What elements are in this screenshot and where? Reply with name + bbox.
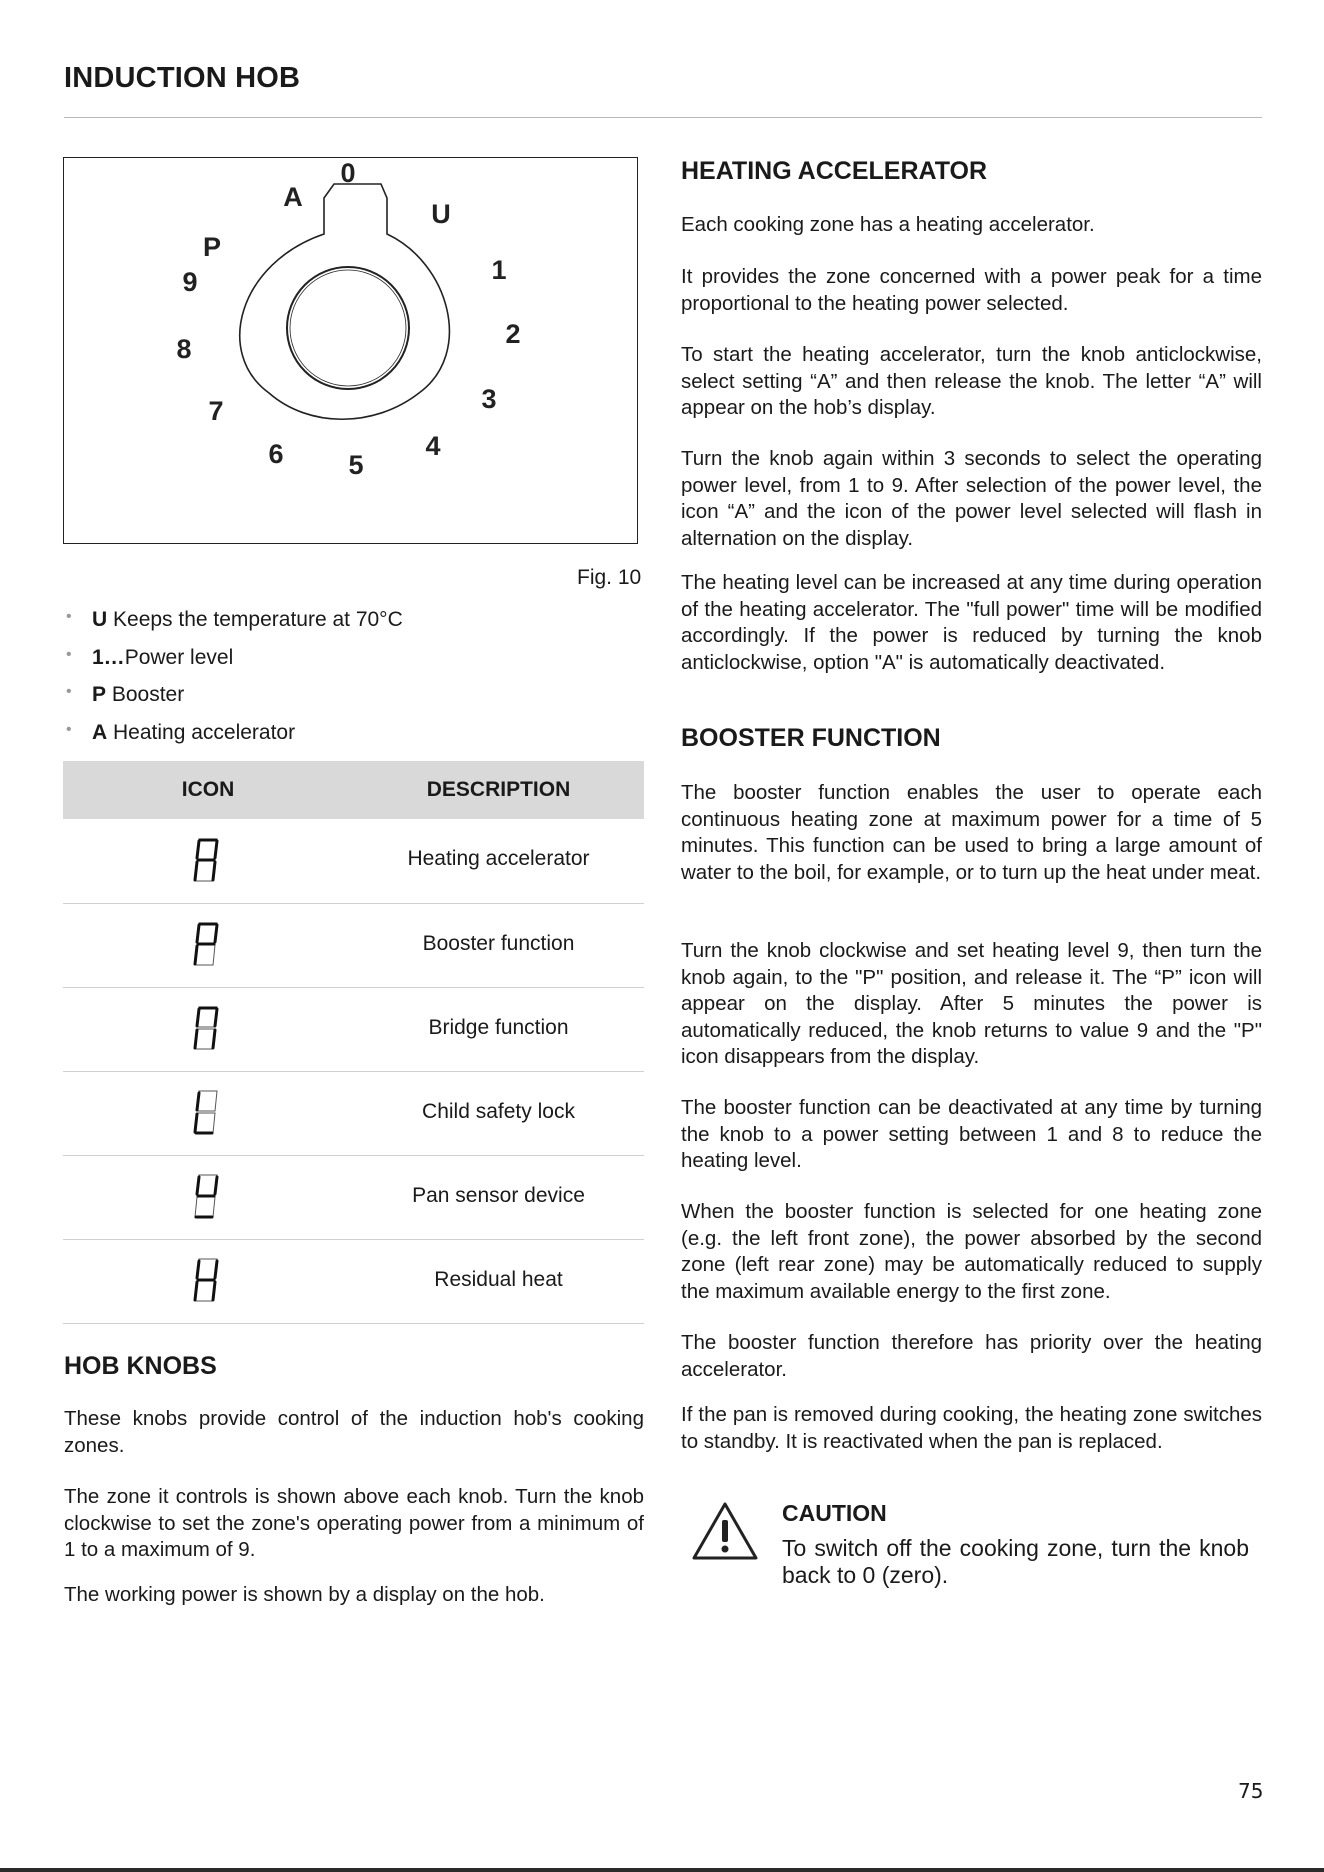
heating-accelerator-paragraph: It provides the zone concerned with a power peak for a time proportional to the heating power selected. xyxy=(681,265,1262,315)
knob-figure xyxy=(63,157,638,544)
hob-knobs-paragraph: The zone it controls is shown above each knob. Turn the knob clockwise to set the zone's operating power from a minimum of 1 to a maximum of 9. xyxy=(64,1485,644,1562)
hob-knobs-heading: HOB KNOBS xyxy=(64,1352,217,1380)
row-description: Pan sensor device xyxy=(412,1183,585,1207)
table-row xyxy=(63,1239,644,1323)
booster-function-heading: BOOSTER FUNCTION xyxy=(681,724,941,752)
booster-function-paragraph: The booster function enables the user to operate each continuous heating zone at maximum power for a time of 5 minutes. This function can be used to bring a large amount of water to the boil, for example, or to turn up the heat under meat. xyxy=(681,781,1262,884)
table-row xyxy=(63,1155,644,1239)
knob-label-5: 5 xyxy=(348,450,364,480)
knob-label-0: 0 xyxy=(340,158,356,188)
legend-text: Booster xyxy=(106,683,185,706)
row-description: Booster function xyxy=(422,931,575,955)
legend-text: Heating accelerator xyxy=(107,720,296,744)
knob-outline xyxy=(240,184,450,419)
row-description: Heating accelerator xyxy=(407,847,590,870)
page-title: INDUCTION HOB xyxy=(64,62,301,94)
legend-item xyxy=(64,721,403,759)
heating-accelerator-paragraph: Each cooking zone has a heating accelerator. xyxy=(681,213,1095,236)
figure-caption: Fig. 10 xyxy=(577,566,642,589)
bottom-divider xyxy=(0,1868,1324,1872)
title-divider xyxy=(64,117,1262,118)
heating-accelerator-paragraph: To start the heating accelerator, turn the knob anticlockwise, select setting “A” and then release the knob. The letter “A” will appear on the hob’s display. xyxy=(681,343,1262,420)
knob-label-a: A xyxy=(283,182,303,212)
knob-label-2: 2 xyxy=(505,319,521,349)
knob-label-3: 3 xyxy=(481,384,497,414)
table-row xyxy=(63,987,644,1071)
segment-p-icon xyxy=(193,921,223,967)
table-row xyxy=(63,1071,644,1155)
knob-label-7: 7 xyxy=(208,396,224,426)
warning-triangle-icon xyxy=(691,1500,759,1562)
knob-label-1: 1 xyxy=(491,255,507,285)
segment-n-icon xyxy=(193,1005,223,1051)
row-description: Residual heat xyxy=(434,1267,563,1291)
legend-item xyxy=(64,683,403,721)
legend-item xyxy=(64,646,403,684)
header-icon: ICON xyxy=(181,778,235,801)
row-description: Child safety lock xyxy=(422,1099,575,1123)
knob-label-9: 9 xyxy=(182,267,198,297)
heating-accelerator-heading: HEATING ACCELERATOR xyxy=(681,157,988,185)
hob-knobs-paragraph: These knobs provide control of the induction hob's cooking zones. xyxy=(64,1407,644,1457)
legend-text: Keeps the temperature at 70°C xyxy=(107,608,403,631)
booster-function-paragraph: The booster function can be deactivated at any time by turning the knob to a power setting between 1 and 8 to reduce the heating level. xyxy=(681,1096,1262,1173)
legend-text: Power level xyxy=(124,645,234,669)
page-number: 75 xyxy=(1238,1779,1264,1803)
booster-function-paragraph: Turn the knob clockwise and set heating level 9, then turn the knob again, to the "P" position, and release it. The “P” icon will appear on the display. After 5 minutes the power is automatically reduced, the knob returns to value 9 and the "P" icon disappears from the display. xyxy=(681,939,1262,1069)
table-row xyxy=(63,903,644,987)
hob-knobs-paragraph: The working power is shown by a display on the hob. xyxy=(64,1583,545,1606)
icon-table xyxy=(63,761,644,1324)
heating-accelerator-paragraph: The heating level can be increased at any time during operation of the heating accelerator. The "full power" time will be modified accordingly. If the power is reduced by turning the knob anticlockwise, option "A" is automatically deactivated. xyxy=(681,571,1262,674)
booster-function-paragraph: If the pan is removed during cooking, the heating zone switches to standby. It is reactivated when the pan is replaced. xyxy=(681,1403,1262,1453)
caution-text: To switch off the cooking zone, turn the knob back to 0 (zero). xyxy=(782,1535,1249,1588)
booster-function-paragraph: The booster function therefore has priority over the heating accelerator. xyxy=(681,1331,1262,1381)
booster-function-paragraph: When the booster function is selected for one heating zone (e.g. the left front zone), the power absorbed by the second zone (left rear zone) may be automatically reduced to supply the maximum available energy to the first zone. xyxy=(681,1200,1262,1303)
knob-label-8: 8 xyxy=(176,334,192,364)
legend-key: A xyxy=(92,720,108,744)
knob-diagram xyxy=(64,158,639,545)
legend-key: 1… xyxy=(92,645,125,669)
legend-key: U xyxy=(92,608,108,631)
segment-h-icon xyxy=(193,1257,223,1303)
knob-label-u: U xyxy=(431,199,451,229)
segment-l-icon xyxy=(193,1089,223,1135)
knob-label-6: 6 xyxy=(268,439,284,469)
row-description: Bridge function xyxy=(428,1015,569,1039)
knob-label-p: P xyxy=(202,232,222,262)
table-header-row xyxy=(63,761,644,819)
knob-legend xyxy=(64,608,403,758)
header-description: DESCRIPTION xyxy=(426,778,571,801)
table-row xyxy=(63,819,644,903)
caution-title: CAUTION xyxy=(782,1500,887,1526)
legend-key: P xyxy=(92,683,107,706)
legend-item xyxy=(64,608,403,646)
knob-center-circle xyxy=(287,267,409,389)
knob-label-4: 4 xyxy=(425,431,441,461)
segment-u-icon xyxy=(193,1173,223,1219)
heating-accelerator-paragraph: Turn the knob again within 3 seconds to select the operating power level, from 1 to 9. After selection of the power level, the icon “A” and the icon of the power level selected will flash in alternation on the display. xyxy=(681,447,1262,550)
segment-a-icon xyxy=(193,837,223,883)
